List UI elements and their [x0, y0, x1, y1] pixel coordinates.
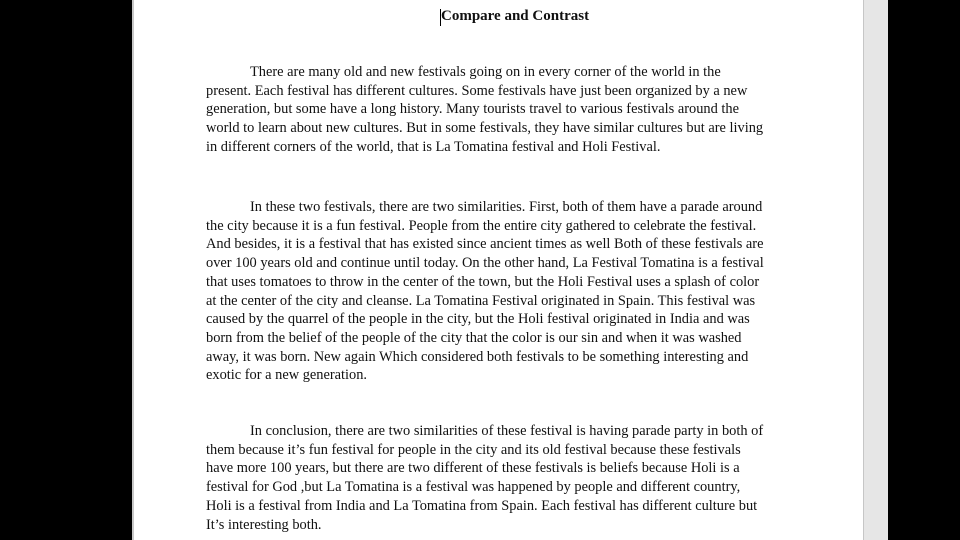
paragraph-line: And besides, it is a festival that has existed since ancient times as well Both of these festivals are: [206, 236, 764, 253]
paragraph-line: that uses tomatoes to throw in the center of the town, but the Holi Festival uses a splash of color: [206, 273, 760, 290]
paragraph-line: away, it was born. New again Which considered both festivals to be something interesting and: [206, 348, 749, 365]
paragraph-line: world to learn about new cultures. But in some festivals, they have similar cultures but are living: [206, 120, 764, 137]
paragraph-line: in different corners of the world, that is La Tomatina festival and Holi Festival.: [206, 138, 661, 155]
paragraph-line: at the center of the city and cleanse. La Tomatina Festival originated in Spain. This festival was: [206, 292, 756, 309]
paragraph-line: It’s interesting both.: [206, 516, 322, 533]
paragraph-line: generation, but some have a long history. Many tourists travel to various festivals around the: [206, 101, 740, 118]
right-background: [888, 0, 960, 540]
paragraph-line: have more 100 years, but there are two different of these festivals is beliefs because Holi is a: [206, 460, 740, 477]
paragraph-line: caused by the quarrel of the people in the city, but the Holi festival originated in India and was: [206, 311, 750, 328]
paragraph-2: [206, 198, 786, 385]
paragraph-line: There are many old and new festivals going on in every corner of the world in the: [250, 64, 721, 80]
paragraph-line: In these two festivals, there are two similarities. First, both of them have a parade around: [250, 199, 763, 215]
left-background: [0, 0, 132, 540]
paragraph-line: born from the belief of the people of the city that the color is our sin and when it was washed: [206, 329, 742, 346]
paragraph-line: exotic for a new generation.: [206, 367, 368, 384]
paragraph-line: the city because it is a fun festival. People from the entire city gathered to celebrate the festival.: [206, 217, 757, 234]
document-title: Compare and Contrast: [441, 8, 590, 24]
paragraph-line: festival for God ,but La Tomatina is a festival was happened by people and different country,: [206, 479, 741, 496]
document-page[interactable]: [134, 0, 863, 540]
paragraph-line: Holi is a festival from India and La Tomatina from Spain. Each festival has different culture but: [206, 497, 758, 514]
paragraph-1: [206, 63, 786, 157]
paragraph-line: them because it’s fun festival for people in the city and its old festival because these festivals: [206, 441, 741, 458]
previous-line-fragment: [294, 0, 854, 2]
paragraph-line: present. Each festival has different cultures. Some festivals have just been organized by a new: [206, 82, 748, 99]
right-scroll-gutter[interactable]: [863, 0, 888, 540]
paragraph-3: [206, 422, 786, 534]
paragraph-line: In conclusion, there are two similarities of these festival is having parade party in both of: [250, 423, 764, 439]
paragraph-line: over 100 years old and continue until today. On the other hand, La Festival Tomatina is a festival: [206, 255, 764, 272]
